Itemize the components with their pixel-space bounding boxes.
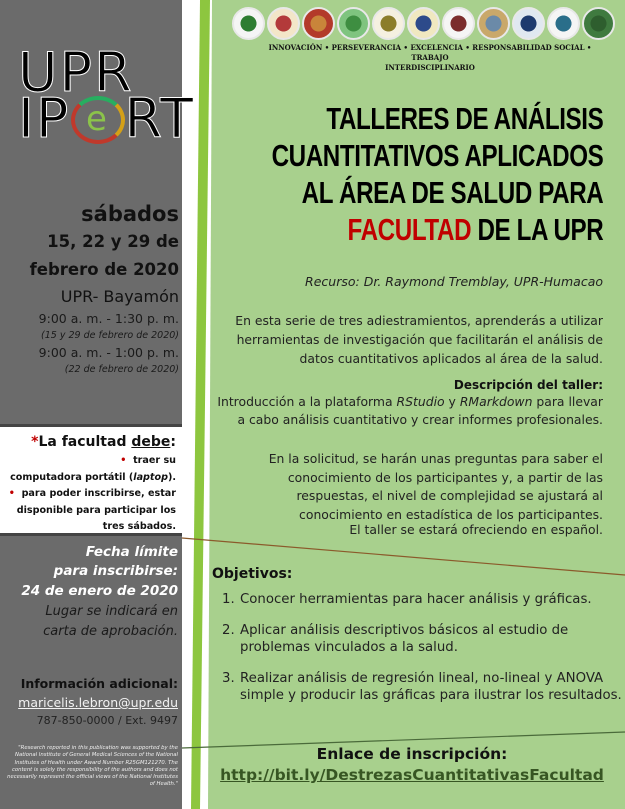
upr-ipert-logo	[18, 41, 196, 150]
bullet-icon: •	[120, 455, 127, 466]
funding-disclaimer: "Research reported in this publication was supported by the National Institute of General Medical Sciences of the National Institutes of Health under Award Number R25GM121270. The content is solely the responsibility of the authors and does not necessarily represent the official views of the National Institutes of Health."	[7, 745, 178, 788]
schedule-time-2-note: (22 de febrero de 2020)	[64, 364, 179, 375]
seal-8-icon	[477, 7, 510, 40]
seal-4-icon	[337, 7, 370, 40]
description-paragraph-2: En la solicitud, se harán unas preguntas para saber el conocimiento de los participantes y, a partir de las respuestas, el nivel de complejidad se ajustará al conocimiento en estadística de los participantes.	[268, 451, 603, 522]
requirement-item-1: • traer su	[120, 455, 176, 466]
seal-1-icon	[232, 7, 265, 40]
institutional-values: INNOVACIÓN • PERSEVERANCIA • EXCELENCIA • RESPONSABILIDAD SOCIAL • TRABAJO INTERDISCIPLINARIO	[268, 43, 592, 72]
schedule-time-1-note: (15 y 29 de febrero de 2020)	[41, 330, 179, 341]
deadline-date: 24 de enero de 2020	[21, 583, 178, 599]
requirements-box: *La facultad debe: • traer su computadora portátil (laptop). • para poder inscribirse, estar disponible para participar los tres sábados.	[0, 424, 182, 536]
schedule-dates-2: febrero de 2020	[29, 260, 179, 279]
schedule-time-2: 9:00 a. m. - 1:00 p. m.	[38, 345, 179, 360]
seal-2-icon	[267, 7, 300, 40]
description-paragraph-3: El taller se estará ofreciendo en español.	[349, 522, 603, 537]
title-highlight: FACULTAD	[347, 212, 471, 247]
schedule-location: UPR- Bayamón	[60, 287, 179, 306]
requirement-item-2: • para poder inscribirse, estar	[8, 488, 176, 499]
logo-e-icon: e	[71, 96, 125, 144]
registration-heading: Enlace de inscripción:	[316, 745, 508, 763]
seal-6-icon	[407, 7, 440, 40]
description-paragraph-1: Introducción a la plataforma RStudio y RMarkdown para llevar a cabo análisis cuantitativo y crear informes profesionales.	[217, 394, 603, 427]
schedule-time-1: 9:00 a. m. - 1:30 p. m.	[38, 311, 179, 326]
logo-line-2: IP e RT	[18, 87, 196, 150]
resource-speaker: Recurso: Dr. Raymond Tremblay, UPR-Humacao	[305, 274, 603, 289]
requirements-heading: *La facultad debe:	[31, 434, 176, 450]
seal-5-icon	[372, 7, 405, 40]
bullet-icon: •	[8, 488, 15, 499]
contact-heading: Información adicional:	[20, 676, 178, 691]
seal-11-icon	[582, 7, 615, 40]
description-heading: Descripción del taller:	[453, 378, 603, 392]
registration-link[interactable]: http://bit.ly/DestrezasCuantitativasFacultad	[220, 766, 604, 784]
logo-line-1: UPR	[18, 41, 134, 104]
objective-item: 1. Conocer herramientas para hacer análisis y gráficas.	[222, 592, 592, 607]
campus-seals-row	[232, 7, 615, 40]
schedule-block	[0, 200, 179, 378]
seal-3-icon	[302, 7, 335, 40]
seal-7-icon	[442, 7, 475, 40]
seal-10-icon	[547, 7, 580, 40]
deadline-block: Fecha límite para inscribirse: 24 de enero de 2020 Lugar se indicará en carta de aprobación.	[0, 543, 178, 642]
objectives-heading: Objetivos:	[212, 566, 293, 582]
contact-phone: 787-850-0000 / Ext. 9497	[36, 714, 178, 727]
schedule-dates-1: 15, 22 y 29 de	[47, 232, 179, 251]
intro-paragraph: En esta serie de tres adiestramientos, aprenderás a utilizar herramientas de investigación que facilitarán el análisis de datos cuantitativos aplicados al área de la salud.	[235, 313, 603, 366]
page-title: TALLERES DE ANÁLISIS CUANTITATIVOS APLICADOS AL ÁREA DE SALUD PARA FACULTAD DE LA UPR	[271, 101, 603, 247]
seal-9-icon	[512, 7, 545, 40]
contact-email-link[interactable]: maricelis.lebron@upr.edu	[18, 695, 178, 710]
contact-block	[0, 674, 178, 730]
schedule-days: sábados	[81, 202, 179, 226]
objective-item: 3. Realizar análisis de regresión lineal, no-lineal y ANOVA simple y producir las gráficas para ilustrar los resultados.	[222, 670, 622, 703]
objective-item: 2. Aplicar análisis descriptivos básicos al estudio de problemas vinculados a la salud.	[222, 622, 569, 655]
objectives-list	[222, 591, 622, 718]
